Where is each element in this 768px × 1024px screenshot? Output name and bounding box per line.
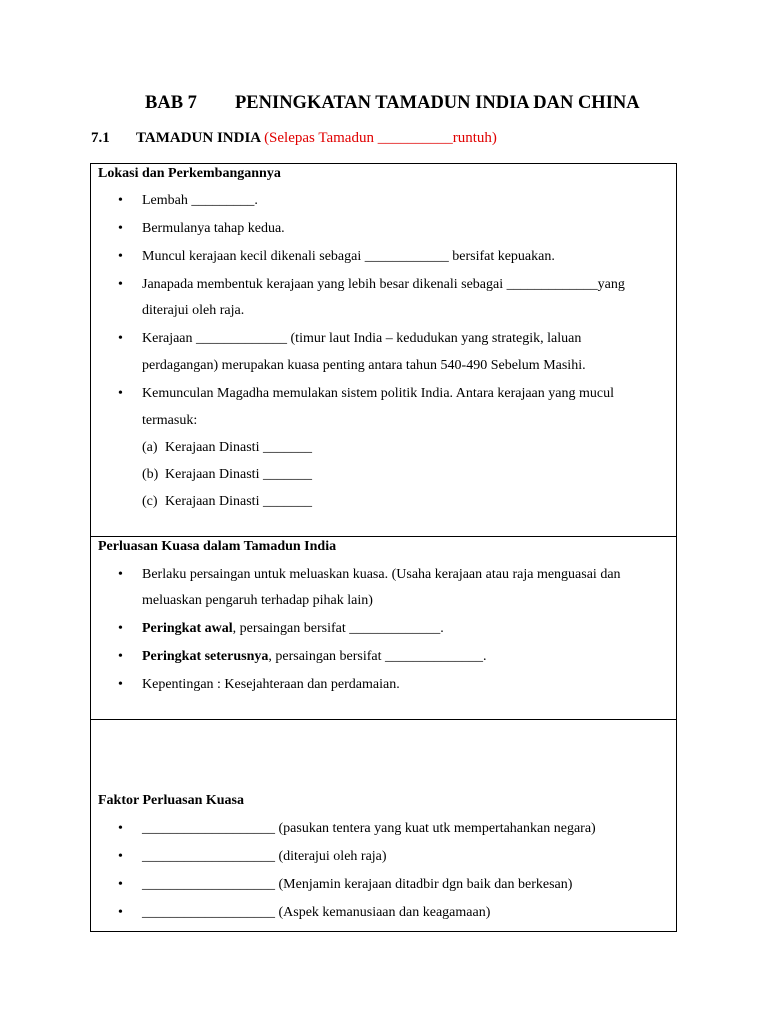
list-item <box>142 649 487 665</box>
sub-item-label: (c) <box>142 494 158 509</box>
list-item: Kerajaan _____________ (timur laut India – kedudukan yang strategik, laluan <box>142 331 582 346</box>
list-item: Janapada membentuk kerajaan yang lebih besar dikenali sebagai _____________yang <box>142 277 625 292</box>
chapter-title: PENINGKATAN TAMADUN INDIA DAN CHINA <box>235 93 640 113</box>
sub-item-label: (a) <box>142 440 158 455</box>
list-item: Lembah _________. <box>142 193 258 208</box>
list-item-text: , persaingan bersifat ______________. <box>268 649 487 664</box>
bullet-icon <box>118 677 123 693</box>
sub-item: Kerajaan Dinasti _______ <box>165 467 312 482</box>
bullet-icon <box>118 386 123 402</box>
box-faktor <box>90 719 677 932</box>
bullet-icon <box>118 567 123 583</box>
bullet-icon <box>118 331 123 347</box>
list-item: ___________________ (pasukan tentera yang kuat utk mempertahankan negara) <box>142 821 596 836</box>
bullet-icon <box>118 877 123 893</box>
list-item <box>142 621 444 637</box>
box-heading: Faktor Perluasan Kuasa <box>98 793 244 808</box>
list-item: Kepentingan : Kesejahteraan dan perdamaian. <box>142 677 400 692</box>
section-title: TAMADUN INDIA <box>136 130 261 146</box>
bullet-icon <box>118 621 123 637</box>
section-number: 7.1 <box>91 130 110 146</box>
sub-item-label: (b) <box>142 467 159 482</box>
section-note: (Selepas Tamadun __________runtuh) <box>264 130 497 146</box>
list-item-cont: perdagangan) merupakan kuasa penting antara tahun 540-490 Sebelum Masihi. <box>142 358 586 373</box>
box-lokasi <box>90 163 677 537</box>
list-item: Muncul kerajaan kecil dikenali sebagai ____________ bersifat kepuakan. <box>142 249 555 264</box>
sub-item: Kerajaan Dinasti _______ <box>165 440 312 455</box>
bullet-icon <box>118 221 123 237</box>
list-item-bold: Peringkat seterusnya <box>142 649 269 664</box>
list-item: ___________________ (Menjamin kerajaan ditadbir dgn baik dan berkesan) <box>142 877 573 892</box>
bullet-icon <box>118 905 123 921</box>
bullet-icon <box>118 193 123 209</box>
list-item-cont: meluaskan pengaruh terhadap pihak lain) <box>142 593 373 608</box>
section-heading <box>91 130 497 147</box>
sub-item: Kerajaan Dinasti _______ <box>165 494 312 509</box>
chapter-heading <box>145 93 640 114</box>
box-heading: Lokasi dan Perkembangannya <box>98 166 281 181</box>
list-item: Berlaku persaingan untuk meluaskan kuasa. (Usaha kerajaan atau raja menguasai dan <box>142 567 621 582</box>
bullet-icon <box>118 277 123 293</box>
chapter-number: BAB 7 <box>145 93 197 113</box>
bullet-icon <box>118 849 123 865</box>
list-item-cont: termasuk: <box>142 413 198 428</box>
list-item-cont: diterajui oleh raja. <box>142 303 245 318</box>
bullet-icon <box>118 649 123 665</box>
list-item-bold: Peringkat awal <box>142 621 233 636</box>
list-item: Kemunculan Magadha memulakan sistem politik India. Antara kerajaan yang mucul <box>142 386 614 401</box>
list-item: ___________________ (diterajui oleh raja) <box>142 849 387 864</box>
list-item: ___________________ (Aspek kemanusiaan dan keagamaan) <box>142 905 491 920</box>
box-perluasan <box>90 536 677 720</box>
list-item: Bermulanya tahap kedua. <box>142 221 285 236</box>
bullet-icon <box>118 821 123 837</box>
list-item-text: , persaingan bersifat _____________. <box>232 621 444 636</box>
bullet-icon <box>118 249 123 265</box>
box-heading: Perluasan Kuasa dalam Tamadun India <box>98 539 337 554</box>
